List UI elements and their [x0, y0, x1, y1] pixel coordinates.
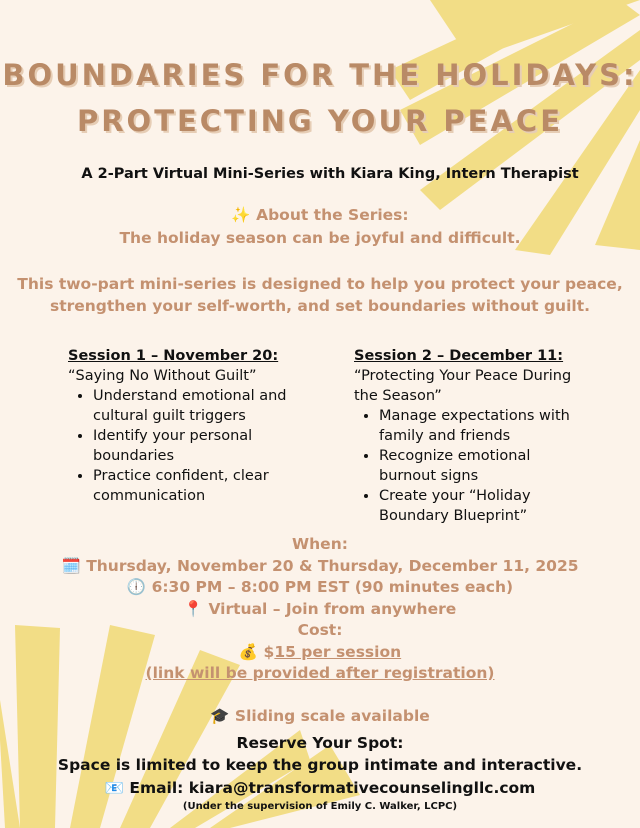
- money-bag-icon: 💰: [238, 643, 259, 661]
- list-item: • Identify your personal boundaries: [93, 426, 308, 466]
- about-paragraph-2: strengthen your self-worth, and set boundaries without guilt.: [49, 297, 591, 315]
- registration-link[interactable]: (link will be provided after registration): [145, 664, 495, 682]
- about-heading: [0, 206, 640, 224]
- time: [0, 578, 640, 596]
- location: [0, 600, 640, 618]
- when-heading: When:: [292, 535, 348, 553]
- about-paragraph-1: This two-part mini-series is designed to help you protect your peace,: [17, 275, 623, 293]
- envelope-icon: 📧: [104, 779, 124, 797]
- session-2-heading: Session 2 – December 11:: [354, 348, 564, 364]
- clock-icon: 🕕: [126, 578, 147, 596]
- session-2-title: “Protecting Your Peace During the Season”: [354, 368, 572, 404]
- title-line-1: BOUNDARIES FOR THE HOLIDAYS:: [2, 58, 638, 92]
- about-heading-text: About the Series:: [256, 206, 409, 224]
- dates: [0, 557, 640, 575]
- sparkles-icon: ✨: [231, 206, 251, 224]
- title-line-2: PROTECTING YOUR PEACE: [76, 104, 564, 138]
- list-item: • Create your “Holiday Boundary Blueprint”: [379, 486, 574, 526]
- subtitle: A 2-Part Virtual Mini-Series with Kiara King, Intern Therapist: [81, 166, 579, 182]
- location-text: Virtual – Join from anywhere: [208, 600, 457, 618]
- session-1-heading: Session 1 – November 20:: [68, 348, 279, 364]
- email-line: [0, 779, 640, 797]
- email-label: Email:: [129, 779, 184, 797]
- calendar-icon: 🗓️: [61, 557, 81, 575]
- time-text: 6:30 PM – 8:00 PM EST (90 minutes each): [151, 578, 514, 596]
- dates-text: Thursday, November 20 & Thursday, December 11, 2025: [86, 557, 579, 575]
- list-item: • Understand emotional and cultural guilt triggers: [93, 386, 308, 426]
- session-1-title: “Saying No Without Guilt”: [68, 368, 257, 384]
- reserve-line: Space is limited to keep the group intimate and interactive.: [57, 756, 583, 774]
- price: [0, 643, 640, 661]
- dollar-sign: $: [263, 643, 275, 661]
- cost-heading: Cost:: [297, 621, 343, 639]
- registration-note: [0, 664, 640, 682]
- list-item: • Practice confident, clear communication: [93, 466, 308, 506]
- reserve-heading: Reserve Your Spot:: [236, 734, 404, 752]
- graduation-cap-icon: 🎓: [210, 707, 230, 725]
- session-2: [354, 346, 574, 526]
- pin-icon: 📍: [183, 600, 204, 618]
- sliding-scale-text: Sliding scale available: [234, 707, 430, 725]
- session-1: [68, 346, 308, 506]
- email-link[interactable]: kiara@transformativecounselingllc.com: [188, 779, 536, 797]
- price-link[interactable]: 15 per session: [274, 643, 402, 661]
- supervision-note: (Under the supervision of Emily C. Walker, LCPC): [182, 801, 458, 812]
- sliding-scale: [0, 707, 640, 725]
- list-item: • Recognize emotional burnout signs: [379, 446, 574, 486]
- about-line: The holiday season can be joyful and difficult.: [119, 229, 521, 247]
- list-item: • Manage expectations with family and friends: [379, 406, 574, 446]
